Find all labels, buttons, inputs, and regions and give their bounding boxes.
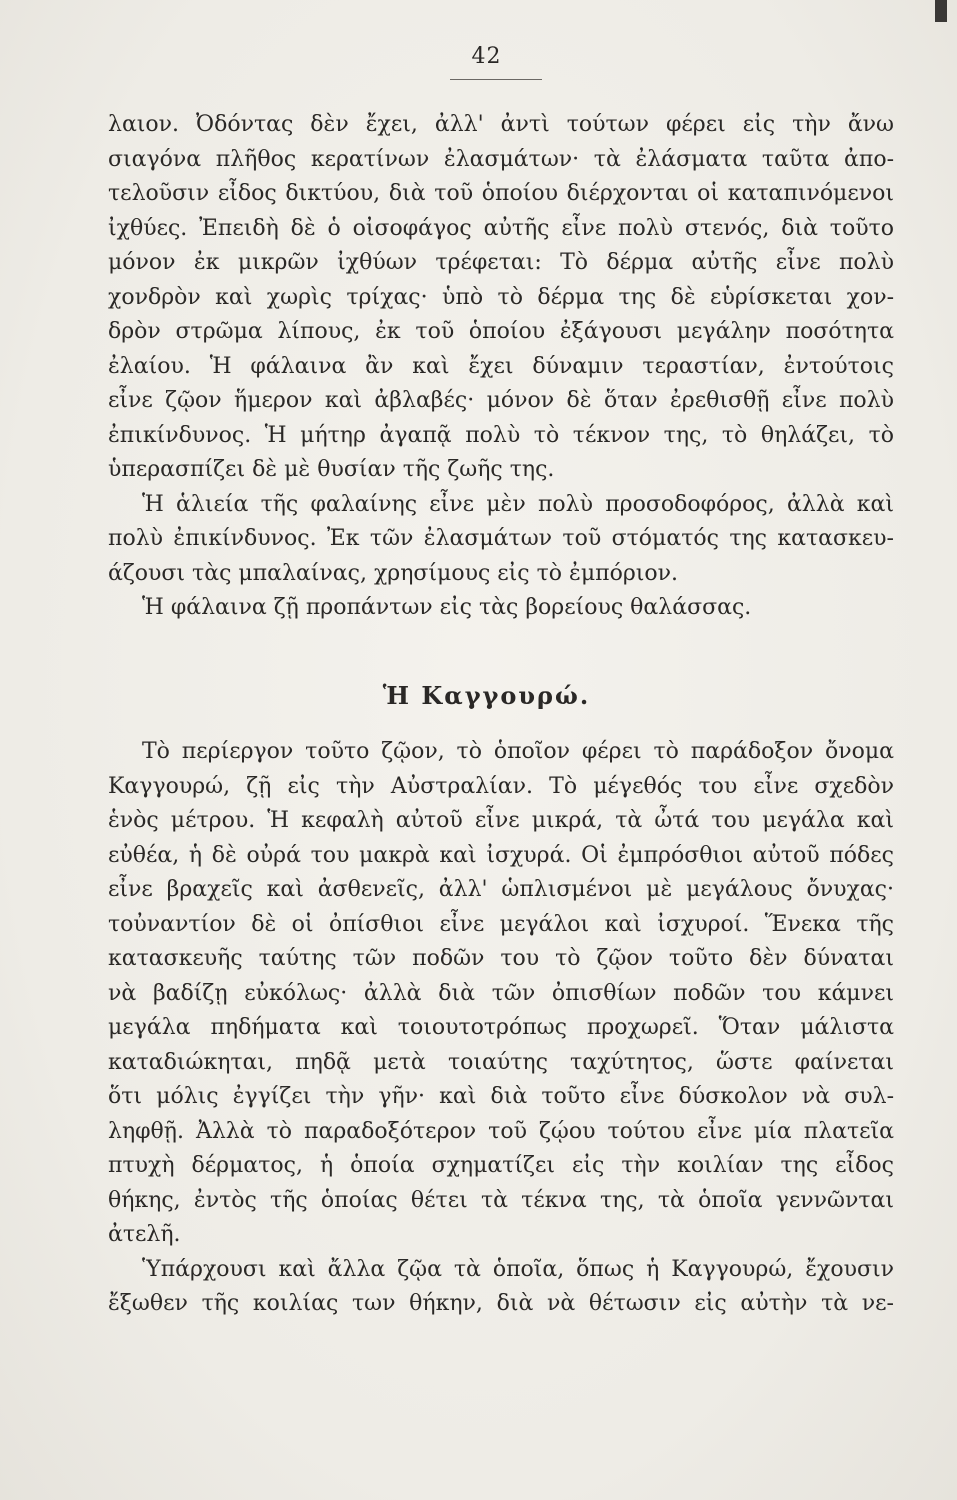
text-line: τελοῦσιν εἶδος δικτύου, διὰ τοῦ ὁποίου διέρχονται οἱ καταπινόμενοι: [108, 181, 894, 206]
text-line: πτυχὴ δέρματος, ἡ ὁποία σχηματίζει εἰς τὴν κοιλίαν της εἶδος: [108, 1153, 894, 1178]
text-line: εἶνε βραχεῖς καὶ ἀσθενεῖς, ἀλλ' ὡπλισμένοι μὲ μεγάλους ὄνυχας·: [108, 877, 894, 902]
text-line: ἔξωθεν τῆς κοιλίας των θήκην, διὰ νὰ θέτωσιν εἰς αὐτὴν τὰ νε-: [108, 1291, 894, 1316]
text-line: θήκης, ἐντὸς τῆς ὁποίας θέτει τὰ τέκνα της, τὰ ὁποῖα γεννῶνται: [108, 1187, 894, 1213]
text-line: Καγγουρώ, ζῇ εἰς τὴν Αὐστραλίαν. Τὸ μέγεθός του εἶνε σχεδὸν: [108, 773, 894, 799]
text-line: εἶνε ζῷον ἥμερον καὶ ἀβλαβές· μόνον δὲ ὅταν ἐρεθισθῇ εἶνε πολὺ: [108, 388, 894, 413]
page-number: 42: [471, 44, 502, 69]
text-line: ληφθῇ. Ἀλλὰ τὸ παραδοξότερον τοῦ ζῴου τούτου εἶνε μία πλατεῖα: [108, 1118, 894, 1144]
text-line: άζουσι τὰς μπαλαίνας, χρησίμους εἰς τὸ ἐμπόριον.: [108, 560, 679, 586]
text-line: ἀτελῆ.: [108, 1222, 181, 1247]
page-edge-mark: [935, 0, 947, 22]
text-line: τοὐναντίον δὲ οἱ ὀπίσθιοι εἶνε μεγάλοι καὶ ἰσχυροί. Ἕνεκα τῆς: [108, 911, 894, 937]
text-line: ἐπικίνδυνος. Ἡ μήτηρ ἀγαπᾷ πολὺ τὸ τέκνον της, τὸ θηλάζει, τὸ: [108, 422, 894, 448]
text-line: νὰ βαδίζῃ εὐκόλως· ἀλλὰ διὰ τῶν ὀπισθίων ποδῶν του κάμνει: [108, 980, 894, 1006]
text-line: ὅτι μόλις ἐγγίζει τὴν γῆν· καὶ διὰ τοῦτο εἶνε δύσκολον νὰ συλ-: [108, 1084, 894, 1109]
text-line: εὐθέα, ἡ δὲ οὐρά του μακρὰ καὶ ἰσχυρά. Οἱ ἐμπρόσθιοι αὐτοῦ πόδες: [108, 842, 894, 868]
text-line: μόνον ἐκ μικρῶν ἰχθύων τρέφεται: Τὸ δέρμα αὐτῆς εἶνε πολὺ: [108, 250, 894, 275]
text-line: Ἡ φάλαινα ζῇ προπάντων εἰς τὰς βορείους θαλάσσας.: [142, 595, 752, 620]
text-line: σιαγόνα πλῆθος κερατίνων ἐλασμάτων· τὰ ἐλάσματα ταῦτα ἀπο-: [108, 146, 894, 172]
text-block-whale: [108, 108, 894, 626]
text-line: λαιον. Ὀδόντας δὲν ἔχει, ἀλλ' ἀντὶ τούτων φέρει εἰς τὴν ἄνω: [108, 112, 894, 137]
text-line: Ἡ ἁλιεία τῆς φαλαίνης εἶνε μὲν πολὺ προσοδοφόρος, ἀλλὰ καὶ: [142, 491, 894, 517]
text-line: ἰχθύες. Ἐπειδὴ δὲ ὁ οἰσοφάγος αὐτῆς εἶνε πολὺ στενός, διὰ τοῦτο: [108, 215, 894, 241]
text-block-kangaroo: [108, 735, 894, 1322]
text-line: πολὺ ἐπικίνδυνος. Ἐκ τῶν ἐλασμάτων τοῦ στόματός της κατασκευ-: [108, 526, 894, 551]
text-line: δρὸν στρῶμα λίπους, ἐκ τοῦ ὁποίου ἐξάγουσι μεγάλην ποσότητα: [108, 319, 894, 344]
text-line: χονδρὸν καὶ χωρὶς τρίχας· ὑπὸ τὸ δέρμα της δὲ εὑρίσκεται χον-: [108, 284, 894, 310]
text-line: κατασκευῆς ταύτης τῶν ποδῶν του τὸ ζῷον τοῦτο δὲν δύναται: [108, 946, 894, 971]
text-line: Τὸ περίεργον τοῦτο ζῷον, τὸ ὁποῖον φέρει τὸ παράδοξον ὄνομα: [142, 739, 894, 764]
page-number-rule: [450, 79, 542, 80]
text-line: ὑπερασπίζει δὲ μὲ θυσίαν τῆς ζωῆς της.: [108, 457, 555, 482]
text-line: Ὑπάρχουσι καὶ ἄλλα ζῷα τὰ ὁποῖα, ὅπως ἡ Καγγουρώ, ἔχουσιν: [142, 1256, 894, 1282]
text-line: ἑνὸς μέτρου. Ἡ κεφαλὴ αὐτοῦ εἶνε μικρά, τὰ ὦτά του μεγάλα καὶ: [108, 808, 894, 833]
text-line: ἐλαίου. Ἡ φάλαινα ἂν καὶ ἔχει δύναμιν τεραστίαν, ἐντούτοις: [108, 353, 894, 379]
text-line: μεγάλα πηδήματα καὶ τοιουτοτρόπως προχωρεῖ. Ὅταν μάλιστα: [108, 1015, 894, 1040]
section-heading: Ἡ Καγγουρώ.: [382, 681, 591, 710]
text-line: καταδιώκηται, πηδᾷ μετὰ τοιαύτης ταχύτητος, ὥστε φαίνεται: [108, 1049, 894, 1075]
